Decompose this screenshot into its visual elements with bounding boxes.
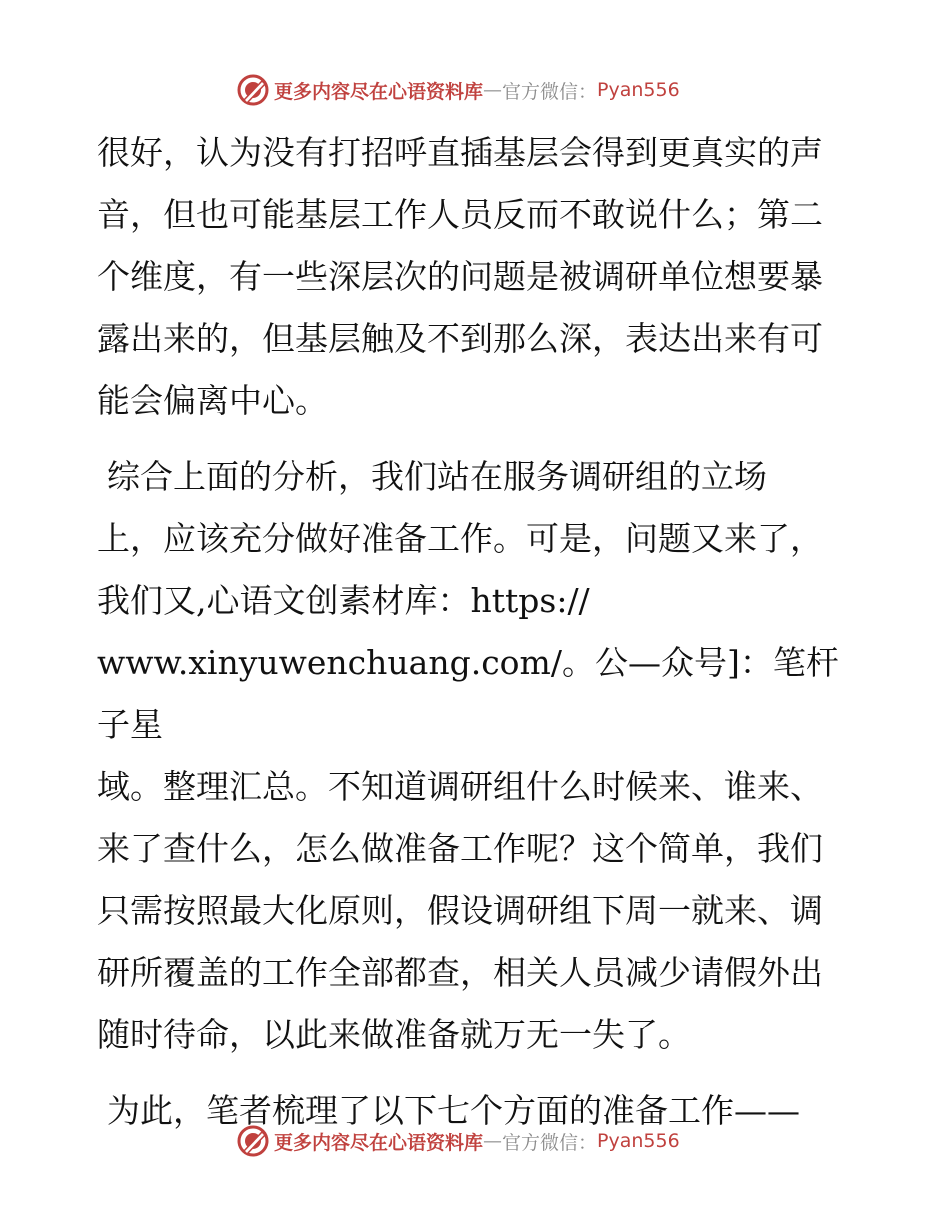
banner-title: 更多内容尽在心语资料库 bbox=[274, 1131, 484, 1154]
text-line: 为此，笔者梳理了以下七个方面的准备工作—— bbox=[107, 1091, 800, 1130]
document-body bbox=[97, 122, 857, 1142]
banner-wechat-label: 官方微信： bbox=[502, 1131, 598, 1154]
paragraph-1 bbox=[97, 122, 857, 432]
banner-wechat-id: Pyan556 bbox=[597, 1130, 680, 1152]
banner-wechat-id: Pyan556 bbox=[597, 79, 680, 101]
banner-separator: — bbox=[483, 79, 503, 101]
text-line: 我们又,心语文创素材库：https:// bbox=[97, 581, 590, 620]
text-line: 露出来的，但基层触及不到那么深，表达出来有可 bbox=[97, 319, 823, 358]
pen-logo-icon bbox=[236, 1124, 270, 1158]
text-line: 综合上面的分析，我们站在服务调研组的立场 bbox=[107, 457, 767, 496]
text-line: 上，应该充分做好准备工作。可是，问题又来了， bbox=[97, 519, 823, 558]
banner-wechat-label: 官方微信： bbox=[502, 80, 598, 103]
text-line: 研所覆盖的工作全部都查，相关人员减少请假外出 bbox=[97, 953, 823, 992]
text-line: 能会偏离中心。 bbox=[97, 381, 328, 420]
text-line: 来了查什么，怎么做准备工作呢？这个简单，我们 bbox=[97, 829, 823, 868]
text-line: 很好，认为没有打招呼直插基层会得到更真实的声 bbox=[97, 133, 823, 172]
paragraph-2 bbox=[97, 446, 857, 1066]
text-line: www.xinyuwenchuang.com/。公—众号]：笔杆子星 bbox=[97, 643, 839, 744]
banner-separator: — bbox=[483, 1130, 503, 1152]
text-line: 域。整理汇总。不知道调研组什么时候来、谁来、 bbox=[97, 767, 823, 806]
text-line: 音，但也可能基层工作人员反而不敢说什么；第二 bbox=[97, 195, 823, 234]
footer-banner bbox=[236, 1123, 756, 1159]
text-line: 随时待命，以此来做准备就万无一失了。 bbox=[97, 1015, 691, 1054]
text-line: 个维度，有一些深层次的问题是被调研单位想要暴 bbox=[97, 257, 823, 296]
banner-title: 更多内容尽在心语资料库 bbox=[274, 80, 484, 103]
pen-logo-icon bbox=[236, 73, 270, 107]
text-line: 只需按照最大化原则，假设调研组下周一就来、调 bbox=[97, 891, 823, 930]
header-banner bbox=[236, 72, 756, 108]
